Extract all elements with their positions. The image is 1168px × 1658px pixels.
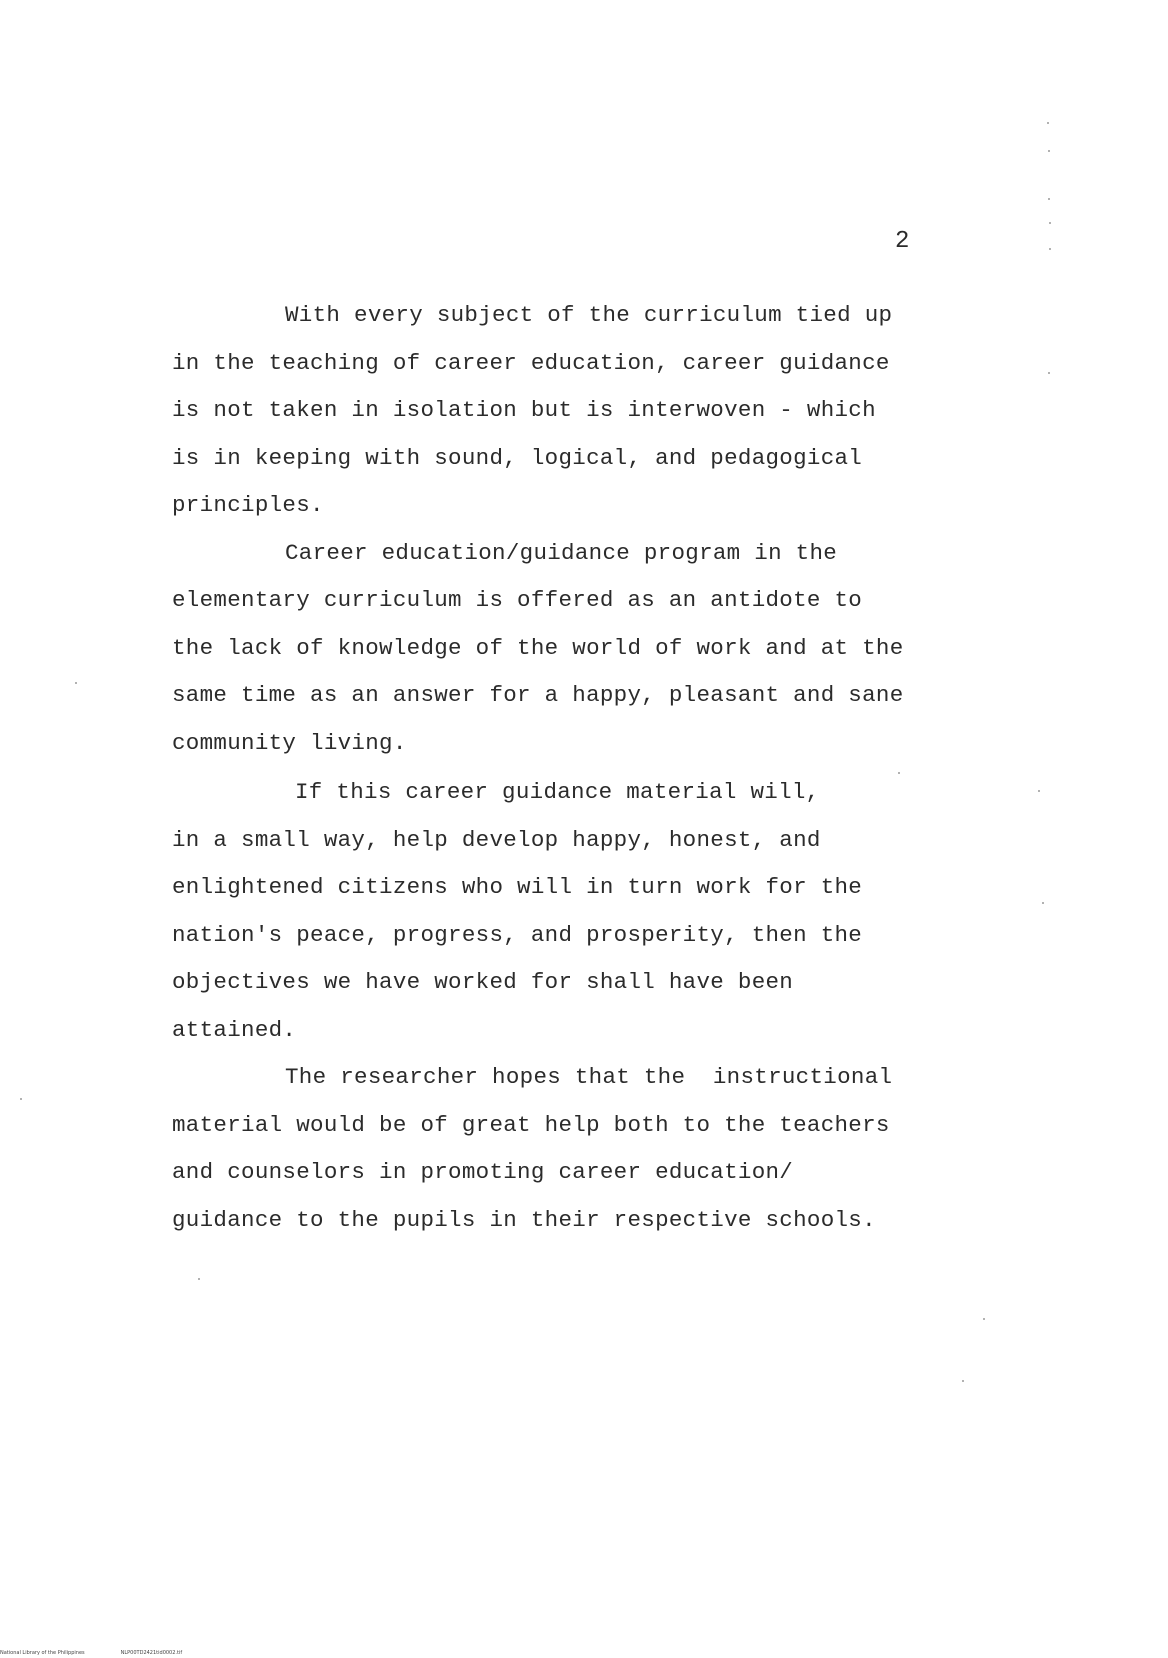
paragraph-line: material would be of great help both to the teachers (172, 1111, 890, 1138)
scan-speck (962, 1380, 964, 1382)
paragraph-line: is in keeping with sound, logical, and pedagogical (172, 444, 863, 471)
scan-speck (20, 1098, 22, 1100)
paragraph-3 (172, 769, 932, 1054)
paragraph-line: attained. (172, 1016, 297, 1043)
paragraph-line: same time as an answer for a happy, pleasant and sane (172, 682, 904, 708)
scan-speck (983, 1318, 985, 1320)
paragraph-line: and counselors in promoting career education/ (172, 1159, 794, 1185)
paragraph-line: The researcher hopes that the instructional (285, 1064, 893, 1090)
paragraph-line: guidance to the pupils in their respective schools. (172, 1206, 876, 1233)
footer-file-code: NLP00TD2421tid0002.tif (120, 1650, 183, 1656)
paragraph-line: Career education/guidance program in the (285, 539, 838, 566)
scan-speck (1048, 150, 1050, 152)
page-number: 2 (895, 228, 910, 255)
footer-library: National Library of the Philippines (0, 1650, 85, 1656)
paragraph-line: the lack of knowledge of the world of work and at the (172, 634, 904, 661)
document-body (172, 292, 932, 1244)
scan-footer (0, 1650, 182, 1656)
scan-speck (1049, 248, 1051, 250)
paragraph-line: elementary curriculum is offered as an antidote to (172, 587, 863, 613)
scan-speck (198, 1278, 200, 1280)
paragraph-line: If this career guidance material will, (295, 779, 820, 805)
paragraph-line: in the teaching of career education, career guidance (172, 349, 890, 376)
paragraph-line: in a small way, help develop happy, honest, and (172, 826, 821, 853)
scan-speck (1047, 122, 1049, 124)
scan-speck (1048, 372, 1050, 374)
paragraph-line: is not taken in isolation but is interwoven - which (172, 397, 876, 423)
scan-speck (898, 772, 900, 774)
paragraph-line: With every subject of the curriculum tied up (285, 302, 893, 328)
paragraph-2 (172, 530, 932, 768)
paragraph-line: nation's peace, progress, and prosperity, then the (172, 921, 863, 948)
paragraph-line: objectives we have worked for shall have been (172, 969, 794, 995)
paragraph-line: community living. (172, 729, 407, 756)
paragraph-1 (172, 292, 932, 530)
scan-speck (1038, 790, 1040, 792)
paragraph-4 (172, 1054, 932, 1244)
scan-speck (75, 682, 77, 684)
paragraph-line: enlightened citizens who will in turn work for the (172, 874, 863, 900)
scan-speck (1049, 222, 1051, 224)
scan-speck (1048, 198, 1050, 200)
scan-speck (1042, 902, 1044, 904)
paragraph-line: principles. (172, 492, 324, 518)
